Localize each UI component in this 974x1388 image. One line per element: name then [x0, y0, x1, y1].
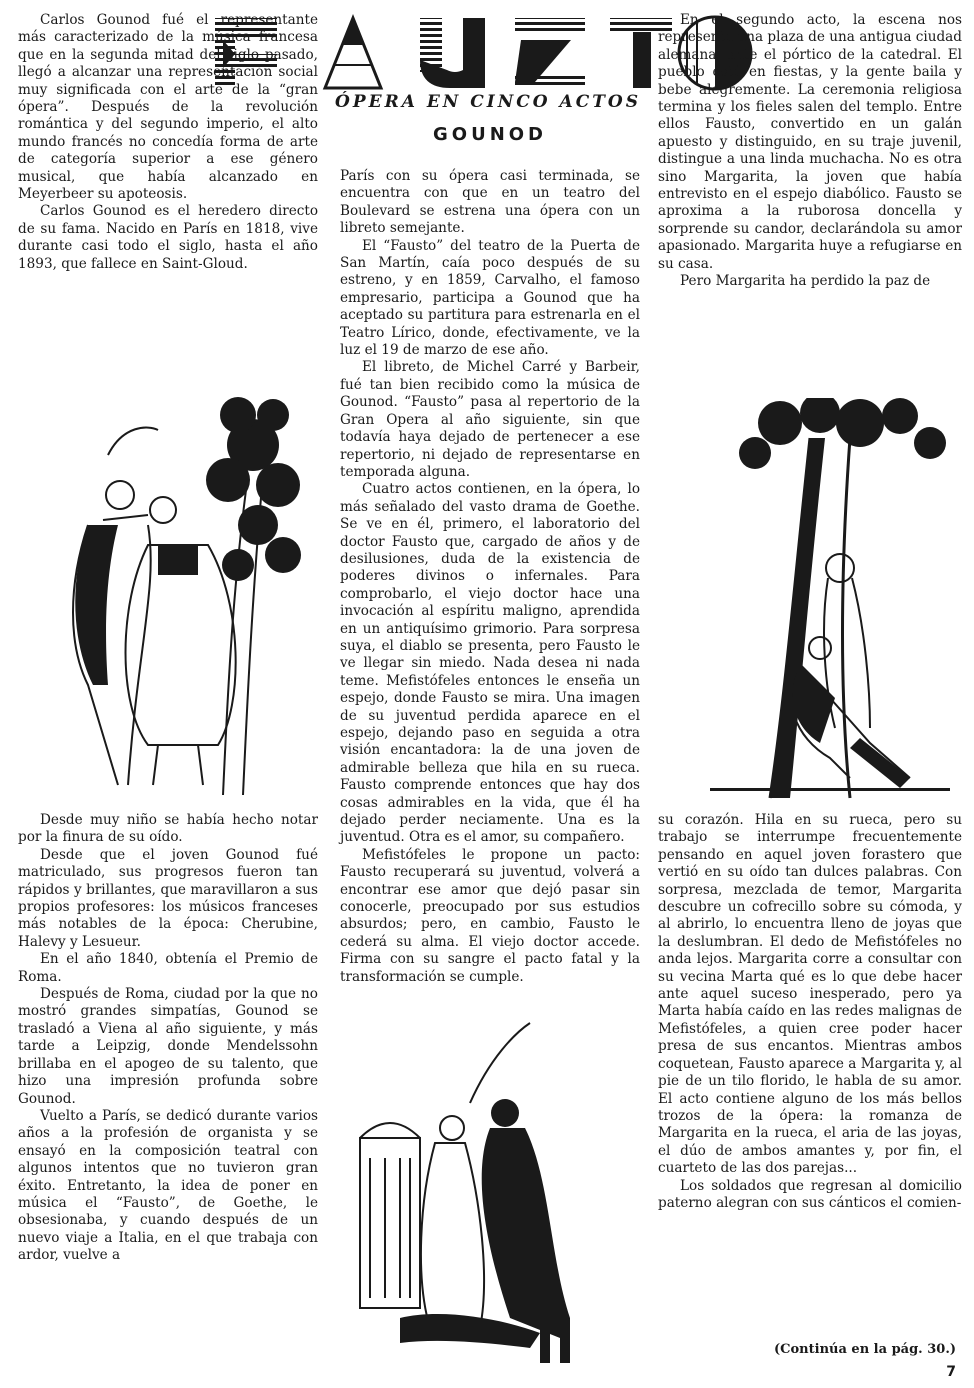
opera-subtitle: ÓPERA EN CINCO ACTOS [335, 92, 641, 112]
continued-note: (Continúa en la pág. 30.) [774, 1342, 956, 1357]
paragraph: El “Fausto” del teatro de la Puerta de San Martín, caía poco después de su estreno, y en 1859, Carvalho, el famoso empresario, participa a Gounod que ha aceptado su partitura para estrenarla en el Teatro Lírico, donde, efectivamente, ve la luz el 19 de marzo de ese año. [340, 237, 640, 359]
paragraph: París con su ópera casi terminada, se encuentra con que en un teatro del Boulevard se estrena una ópera con un libreto semejante. [340, 168, 640, 237]
column-1-intro [18, 12, 318, 273]
paragraph: Desde que el joven Gounod fué matriculado, sus progresos fueron tan rápidos y brillantes, que maravillaron a sus propios profesores: los músicos franceses más notables de la época: Cherubine, Halevy y Lesueur. [18, 846, 318, 950]
paragraph: El libreto, de Michel Carré y Barbeir, fué tan bien recibido como la música de Gounod. “Fausto” pasa al repertorio de la Gran Opera al año siguiente, sin que todavía haya dejado de pertenecer a ese repertorio, ni dejado de representarse en temporada alguna. [340, 359, 640, 480]
column-2 [340, 168, 640, 986]
composer-name: GOUNOD [433, 124, 547, 145]
paragraph: Mefistófeles le propone un pacto: Fausto recuperará su juventud, volverá a encontrar ese amor que dejó pasar sin conocerle, preocupado por sus estudios absurdos; pero, en cambio, Fausto le cederá su alma. El viejo doctor accede. Firma con su sangre el pacto fatal y la transformación se cumple. [340, 846, 640, 985]
paragraph: Carlos Gounod fué el representante más caracterizado de la música francesa que en la segunda mitad del siglo pasado, llegó a alcanzar una representación social muy significada con el arte de la “gran ópera”. Después de la revolución romántica y del segundo imperio, el alto mundo francés no concedía forma de arte de categoría superior a ese género musical, que había alcanzado en Meyerbeer su apoteosis. [18, 12, 318, 203]
paragraph: Desde muy niño se había hecho notar por la finura de su oído. [18, 812, 318, 846]
title-letter-s [515, 18, 585, 88]
paragraph: Los soldados que regresan al domicilio paterno alegran con sus cánticos el comien- [658, 1177, 962, 1211]
title-letter-a [325, 18, 381, 88]
illustration-mephisto-marta [48, 385, 318, 805]
paragraph: Carlos Gounod es el heredero directo de su fama. Nacido en París en 1818, vive durante casi todo el siglo, hasta el año 1893, que fallece en Saint-Gloud. [18, 203, 318, 272]
paragraph: Después de Roma, ciudad por la que no mostró grandes simpatías, Gounod se trasladó a Viena al año siguiente, y más tarde a Leipzig, donde Mendelssohn brillaba en el apogeo de su talento, que hizo una impresión profunda sobre Gounod. [18, 986, 318, 1107]
paragraph: su corazón. Hila en su rueca, pero su trabajo se interrumpe frecuentemente pensando en aquel joven forastero que vertió en su oído tan dulces palabras. Con sorpresa, mezclada de temor, Margarita descubre un cofrecillo sobre su cómoda, y al abrirlo, lo encuentra lleno de joyas que la deslumbran. El dedo de Mefistófeles no anda lejos. Margarita corre a consultar con su vecina Marta qué es lo que debe hacer ante aquel suceso inesperado, pero ya Marta había caído en las redes malignas de Mefistófeles, a quien cree poder hacer presa de sus encantos. Mientras ambos coquetean, Fausto aparece a Margarita y, al pie de un tilo florido, le habla de su amor. El acto contiene alguno de los más bellos trozos de la ópera: la romanza de Margarita en la rueca, el aria de las joyas, el dúo de ambos amantes y, por fin, el cuarteto de las dos parejas... [658, 812, 962, 1177]
paragraph: En el segundo acto, la escena nos representa una plaza de una antigua ciudad alemana, ante el pórtico de la catedral. El pueblo está en fiestas, y la gente baila y bebe alegremente. La ceremonia religiosa termina y los fieles salen del templo. Entre ellos Fausto, convertido en un galán apuesto y distinguido, en su traje juvenil, distingue a una linda muchacha. No es otra sino Margarita, la joven que había entrevisto en el espejo diabólico. Fausto se aproxima a la ruborosa doncella y sorprende su candor, declarándola su amor apasionado. Margarita huye a refugiarse en su casa. [658, 12, 962, 272]
column-1-bottom [18, 812, 318, 1265]
paragraph: Vuelto a París, se dedicó durante varios años a la profesión de organista y se ensayó en la composición teatral con algunos intentos que no tuvieron gran éxito. Entretanto, la idea de poner en música el “Fausto”, de Goethe, le obsesionaba, y cuando después de un nuevo viaje a Italia, en el que trabaja con ardor, vuelve a [18, 1107, 318, 1264]
title-letter-u [420, 18, 485, 88]
illustration-mephisto-margarita [340, 1018, 640, 1378]
page-number: 7 [946, 1364, 956, 1380]
illustration-fausto-margarita-tree [700, 398, 965, 810]
column-3-top [658, 12, 962, 291]
paragraph: Pero Margarita ha perdido la paz de [680, 273, 931, 290]
column-3-bottom [658, 812, 962, 1212]
paragraph: Cuatro actos contienen, en la ópera, lo más señalado del vasto drama de Goethe. Se ve en él, primero, el laboratorio del doctor Fausto que, cargado de años y de desilusiones, duda de la existencia de poderes divinos o infernales. Para comprobarlo, el viejo doctor hace una invocación al espíritu maligno, aprendida en un antiquísimo grimorio. Para sorpresa suya, el diablo se presenta, pero Fausto le ve llegar sin miedo. Nada desea ni nada teme. Mefistófeles entonces le enseña un espejo, donde Fausto se mira. Una imagen de su juventud perdida aparece en el espejo, dejando paso en seguida a otra visión encantadora: la de una joven de admirable belleza que hila en su rueca. Fausto comprende entonces que hay dos cosas admirables en la vida, que él ha dejado perder neciamente. Una es la juventud. Otra es el amor, su compañero. [340, 481, 640, 846]
paragraph: En el año 1840, obtenía el Premio de Roma. [18, 951, 318, 985]
